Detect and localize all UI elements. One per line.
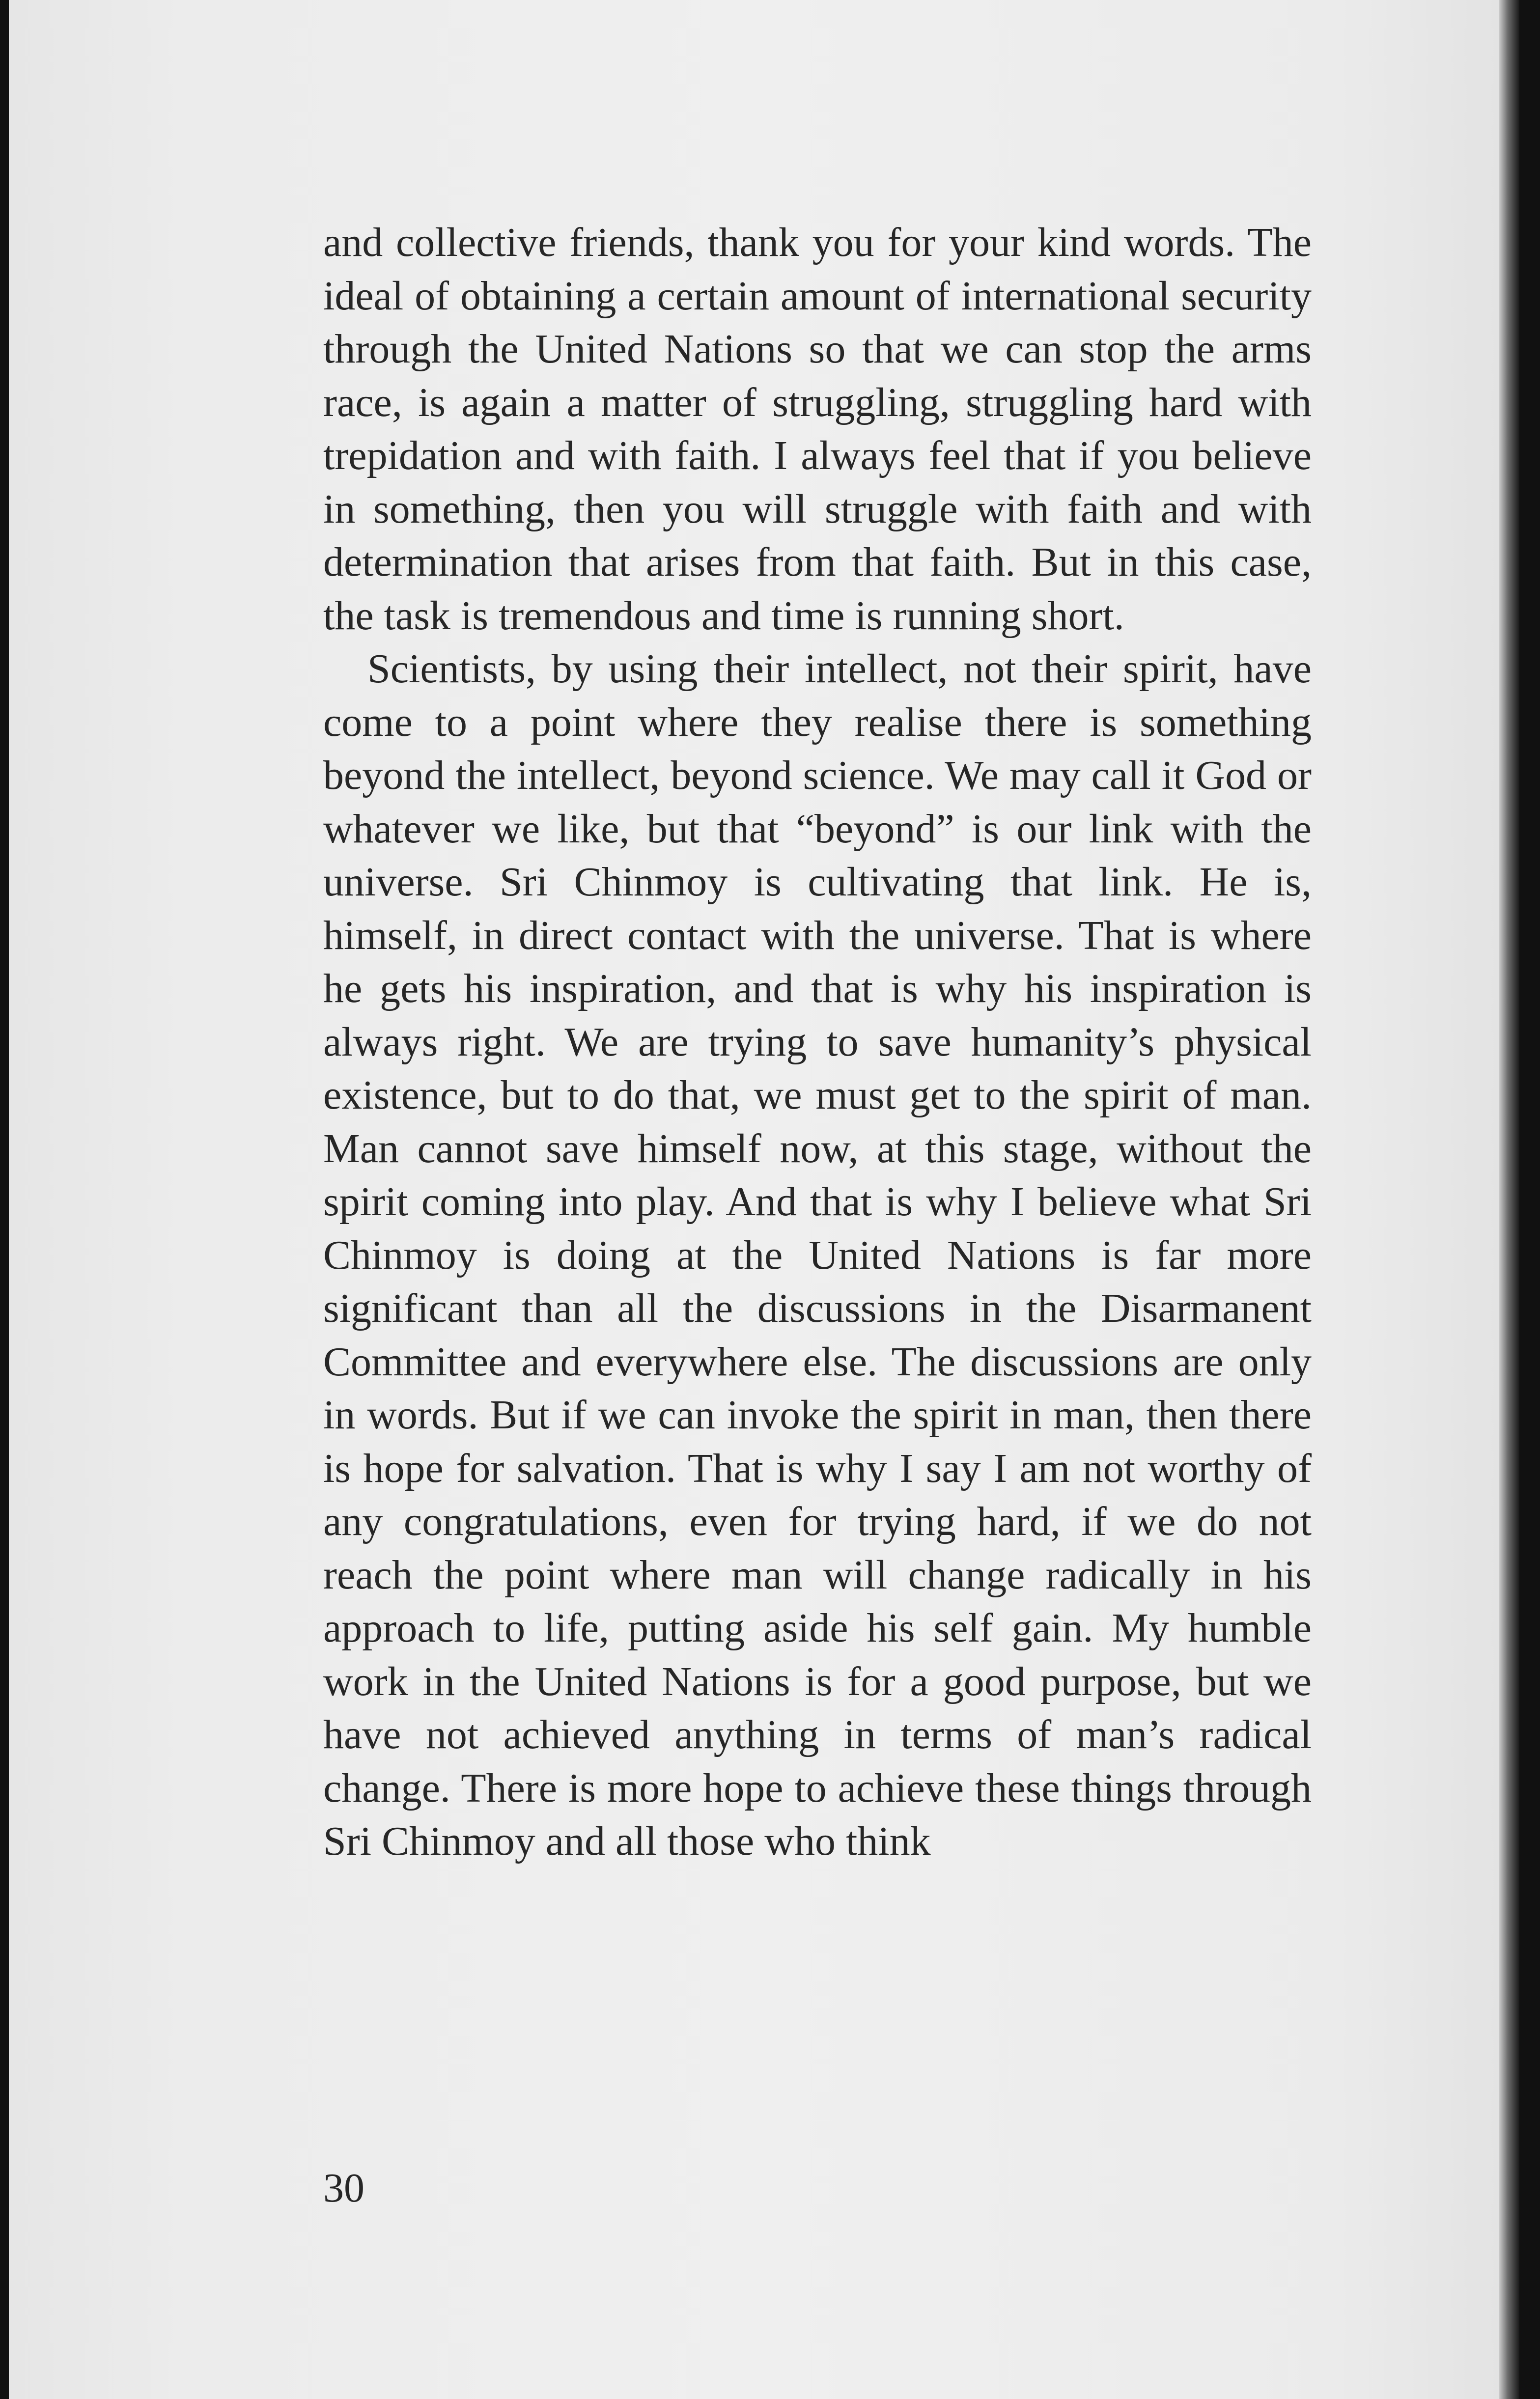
book-page [9, 0, 1519, 2399]
body-text [323, 216, 1312, 1869]
paragraph-continued: and collective friends, thank you for your kind words. The ideal of obtaining a certain amount of international security through the United Nations so that we can stop the arms race, is again a matter of struggling, struggling hard with trepidation and with faith. I always feel that if you believe in something, then you will struggle with faith and with determination that arises from that faith. But in this case, the task is tremendous and time is running short. [323, 220, 1312, 639]
page-edge-shadow [1499, 0, 1519, 2399]
page-number: 30 [323, 2165, 364, 2211]
paragraph: Scientists, by using their intellect, not their spirit, have come to a point where they realise there is something beyond the intellect, beyond science. We may call it God or whatever we like, but that “beyond” is our link with the universe. Sri Chinmoy is cultivating that link. He is, himself, in direct contact with the universe. That is where he gets his inspiration, and that is why his inspiration is always right. We are trying to save humanity’s physical existence, but to do that, we must get to the spirit of man. Man cannot save himself now, at this stage, without the spirit coming into play. And that is why I believe what Sri Chinmoy is doing at the United Nations is far more significant than all the discussions in the Disarmanent Committee and everywhere else. The discussions are only in words. But if we can invoke the spirit in man, then there is hope for salvation. That is why I say I am not worthy of any congratulations, even for trying hard, if we do not reach the point where man will change radically in his approach to life, putting aside his self gain. My humble work in the United Nations is for a good purpose, but we have not achieved anything in terms of man’s radical change. There is more hope to achieve these things through Sri Chinmoy and all those who think [323, 646, 1312, 1864]
